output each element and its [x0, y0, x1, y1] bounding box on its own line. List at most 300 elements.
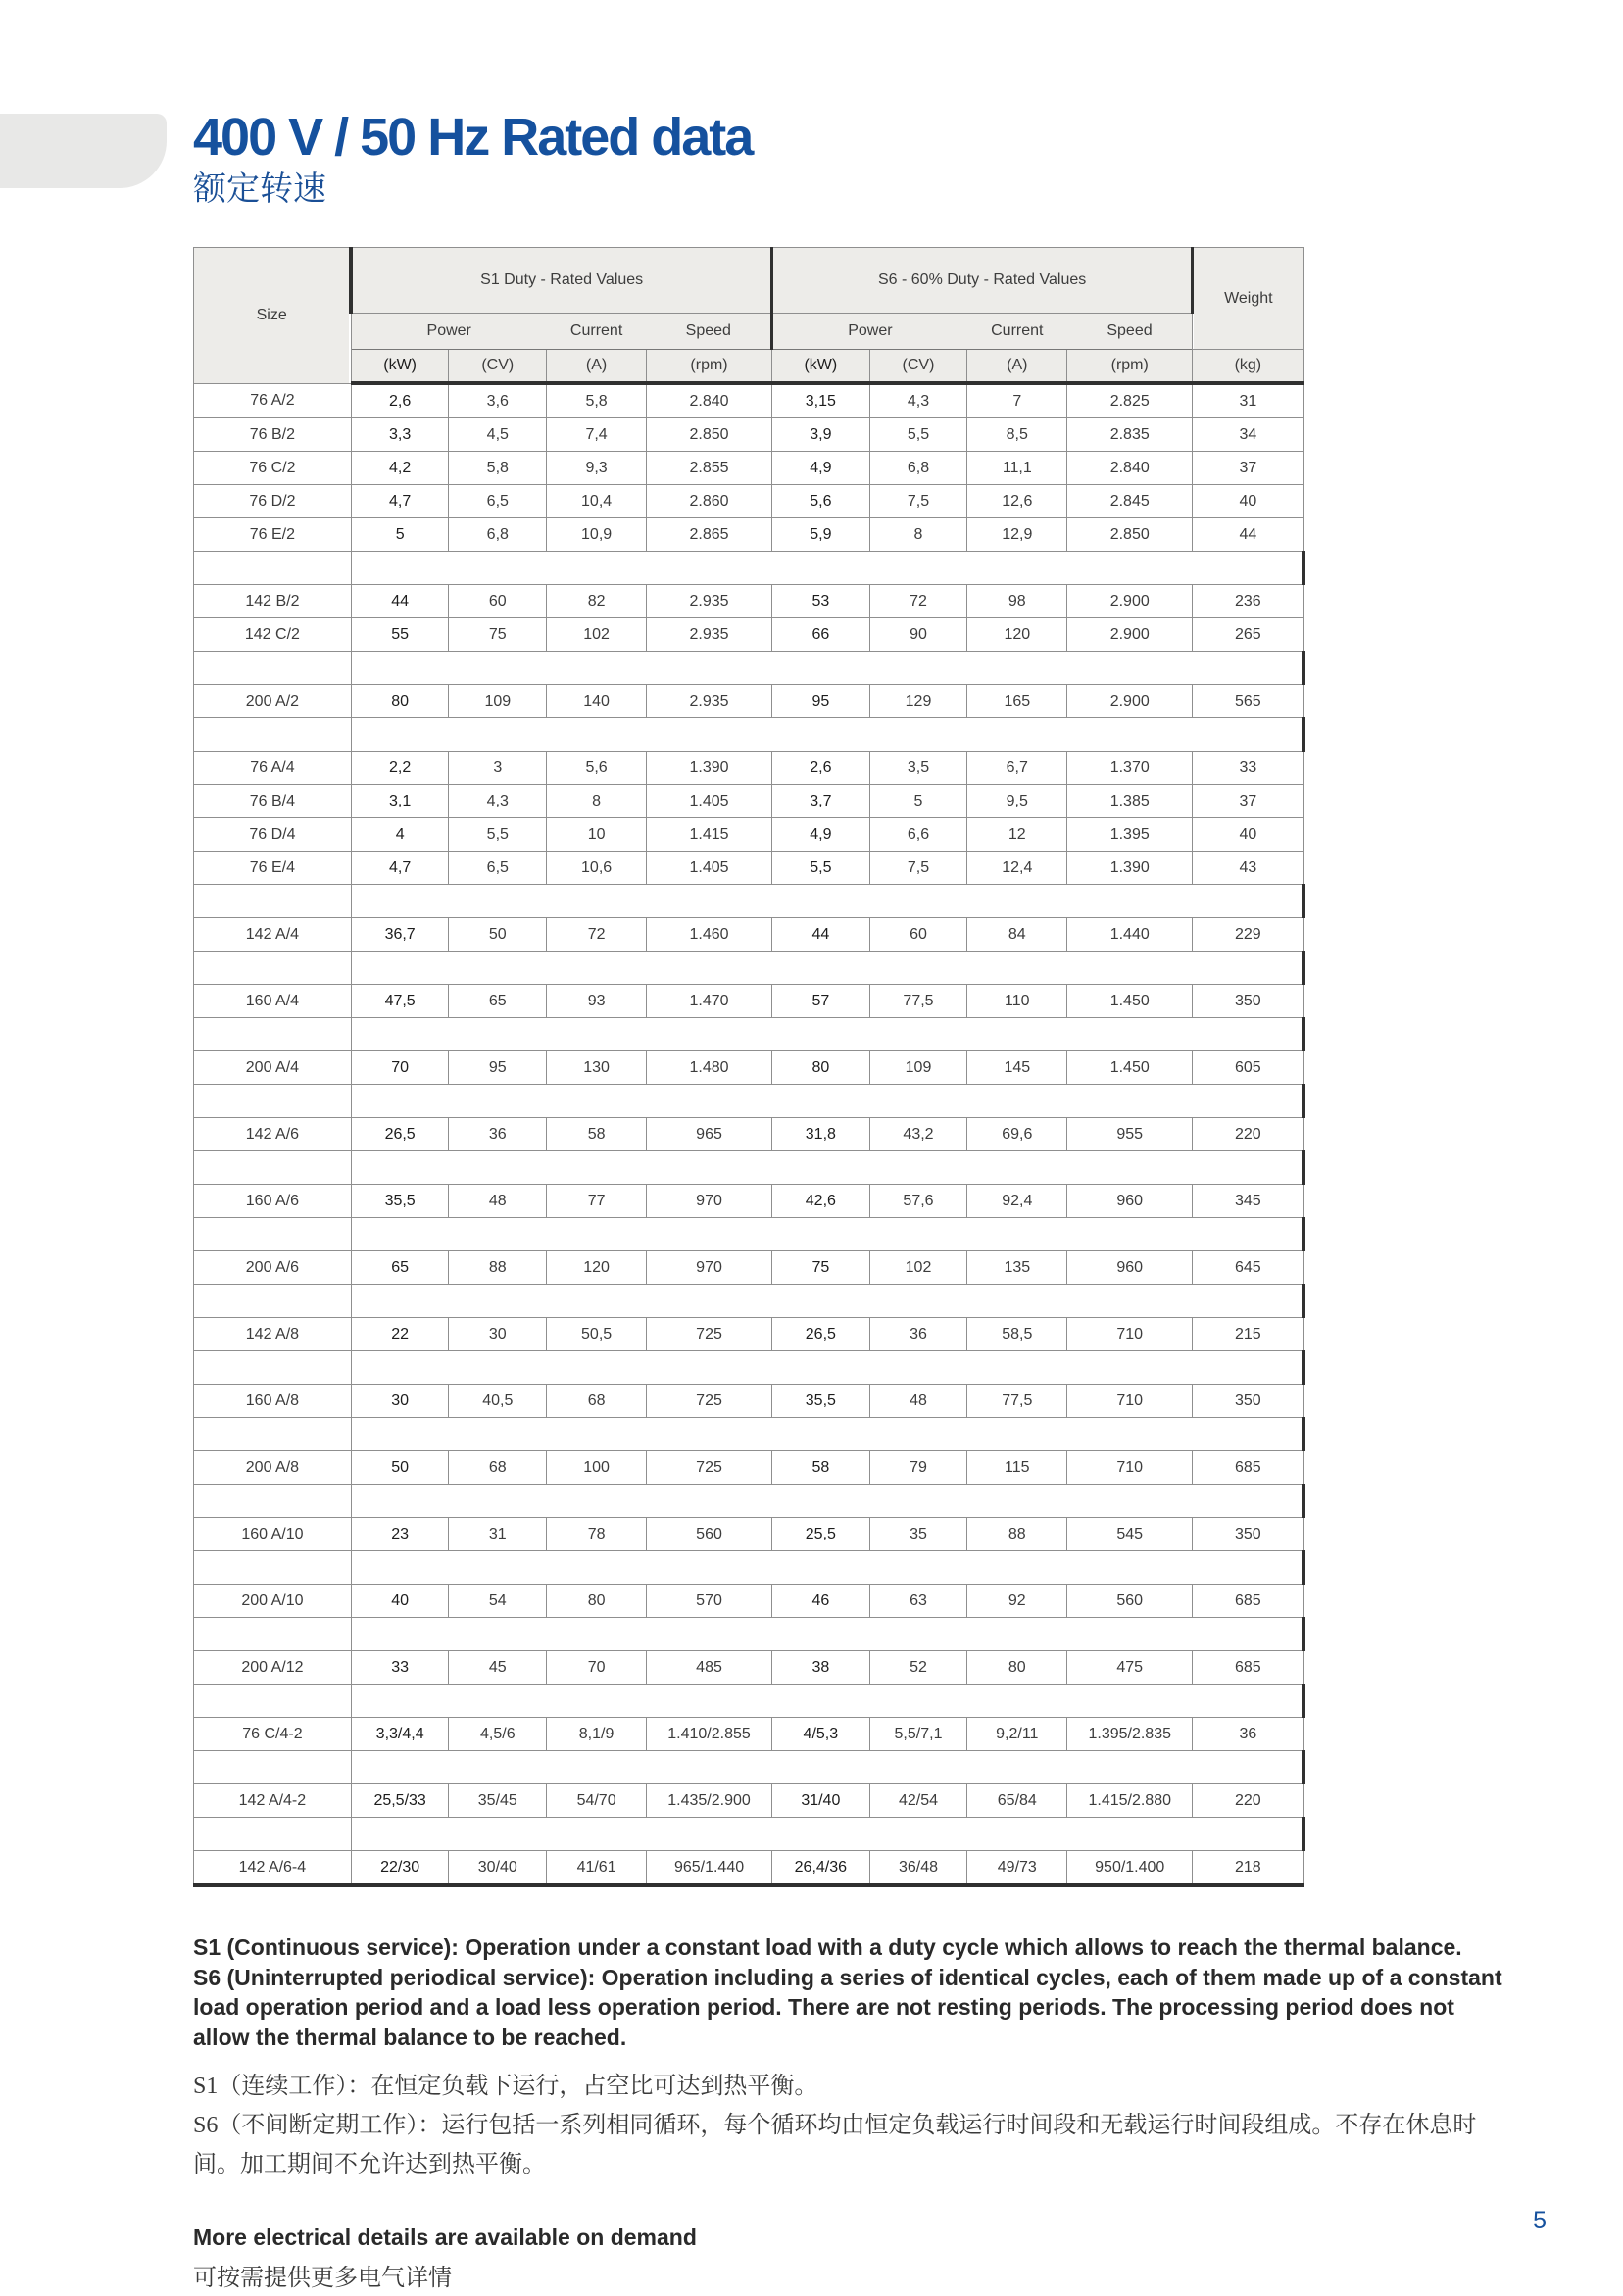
spacer-size-cell — [194, 1151, 352, 1185]
s1-cv-cell: 40,5 — [449, 1385, 547, 1418]
table-row — [194, 818, 1304, 852]
s1-rpm-cell: 1.390 — [647, 752, 772, 785]
s1-cv-cell: 36 — [449, 1118, 547, 1151]
header-quantity-row — [194, 314, 1304, 350]
size-cell: 76 B/2 — [194, 418, 352, 452]
s6-rpm-cell: 960 — [1067, 1185, 1193, 1218]
header-s6-unit-rpm: (rpm) — [1067, 350, 1193, 384]
s6-cv-cell: 4,3 — [869, 383, 967, 418]
s1-a-cell: 68 — [547, 1385, 647, 1418]
s6-a-cell: 80 — [967, 1651, 1067, 1685]
s6-kw-cell: 53 — [772, 585, 870, 618]
s6-cv-cell: 35 — [869, 1518, 967, 1551]
s1-cv-cell: 35/45 — [449, 1784, 547, 1818]
s6-kw-cell: 25,5 — [772, 1518, 870, 1551]
s6-rpm-cell: 1.440 — [1067, 918, 1193, 952]
s6-a-cell: 84 — [967, 918, 1067, 952]
s6-kw-cell: 44 — [772, 918, 870, 952]
s6-kw-cell: 95 — [772, 685, 870, 718]
s1-a-cell: 10,9 — [547, 518, 647, 552]
table-row — [194, 752, 1304, 785]
s6-rpm-cell: 2.850 — [1067, 518, 1193, 552]
page-title: 400 V / 50 Hz Rated data — [193, 108, 753, 167]
spacer-cell — [351, 1151, 1303, 1185]
spacer-cell — [351, 952, 1303, 985]
size-cell: 200 A/12 — [194, 1651, 352, 1685]
s6-a-cell: 65/84 — [967, 1784, 1067, 1818]
spacer-size-cell — [194, 1485, 352, 1518]
table-row — [194, 1251, 1304, 1285]
s6-cv-cell: 3,5 — [869, 752, 967, 785]
table-row — [194, 785, 1304, 818]
size-cell: 76 C/4-2 — [194, 1718, 352, 1751]
s1-kw-cell: 23 — [351, 1518, 449, 1551]
s6-kw-cell: 75 — [772, 1251, 870, 1285]
weight-cell: 218 — [1193, 1851, 1303, 1886]
s1-cv-cell: 31 — [449, 1518, 547, 1551]
s6-cv-cell: 6,8 — [869, 452, 967, 485]
s1-a-cell: 5,6 — [547, 752, 647, 785]
s1-cv-cell: 3 — [449, 752, 547, 785]
spacer-size-cell — [194, 718, 352, 752]
size-cell: 160 A/10 — [194, 1518, 352, 1551]
spacer-cell — [351, 1618, 1303, 1651]
s6-a-cell: 12,4 — [967, 852, 1067, 885]
s1-cv-cell: 6,5 — [449, 485, 547, 518]
size-cell: 76 A/2 — [194, 383, 352, 418]
weight-cell: 37 — [1193, 785, 1303, 818]
s6-a-cell: 77,5 — [967, 1385, 1067, 1418]
s6-rpm-cell: 1.395 — [1067, 818, 1193, 852]
s1-rpm-cell: 725 — [647, 1385, 772, 1418]
more-details-en: More electrical details are available on demand — [193, 2224, 697, 2251]
s6-cv-cell: 36 — [869, 1318, 967, 1351]
table-row — [194, 1385, 1304, 1418]
service-notes-en — [193, 1932, 1504, 2052]
weight-cell: 565 — [1193, 685, 1303, 718]
header-s1-unit-kw: (kW) — [351, 350, 449, 384]
s1-kw-cell: 70 — [351, 1051, 449, 1085]
size-cell: 160 A/6 — [194, 1185, 352, 1218]
s1-cv-cell: 88 — [449, 1251, 547, 1285]
s6-rpm-cell: 1.385 — [1067, 785, 1193, 818]
spacer-size-cell — [194, 1285, 352, 1318]
header-s6-unit-cv: (CV) — [869, 350, 967, 384]
s6-rpm-cell: 950/1.400 — [1067, 1851, 1193, 1886]
s6-rpm-cell: 1.450 — [1067, 1051, 1193, 1085]
header-s1-unit-a: (A) — [547, 350, 647, 384]
table-spacer-row — [194, 1218, 1304, 1251]
header-s1-speed: Speed — [647, 314, 772, 350]
s1-rpm-cell: 1.415 — [647, 818, 772, 852]
s1-rpm-cell: 2.855 — [647, 452, 772, 485]
s6-kw-cell: 3,15 — [772, 383, 870, 418]
s6-rpm-cell: 560 — [1067, 1585, 1193, 1618]
s1-cv-cell: 109 — [449, 685, 547, 718]
s1-kw-cell: 47,5 — [351, 985, 449, 1018]
weight-cell: 685 — [1193, 1651, 1303, 1685]
table-spacer-row — [194, 652, 1304, 685]
table-spacer-row — [194, 952, 1304, 985]
s1-kw-cell: 3,1 — [351, 785, 449, 818]
s1-cv-cell: 65 — [449, 985, 547, 1018]
note-s6-zh: S6（不间断定期工作）：运行包括一系列相同循环，每个循环均由恒定负载运行时间段和无载运行时间段组成。不存在休息时间。加工期间不允许达到热平衡。 — [193, 2112, 1477, 2177]
header-size: Size — [194, 248, 352, 384]
s6-cv-cell: 102 — [869, 1251, 967, 1285]
table-row — [194, 1784, 1304, 1818]
spacer-cell — [351, 1418, 1303, 1451]
s1-rpm-cell: 2.935 — [647, 585, 772, 618]
s1-a-cell: 82 — [547, 585, 647, 618]
s6-kw-cell: 58 — [772, 1451, 870, 1485]
header-s1-unit-rpm: (rpm) — [647, 350, 772, 384]
s1-a-cell: 10 — [547, 818, 647, 852]
weight-cell: 645 — [1193, 1251, 1303, 1285]
s1-a-cell: 78 — [547, 1518, 647, 1551]
weight-cell: 236 — [1193, 585, 1303, 618]
weight-cell: 350 — [1193, 1518, 1303, 1551]
s6-cv-cell: 63 — [869, 1585, 967, 1618]
s1-cv-cell: 60 — [449, 585, 547, 618]
s1-a-cell: 130 — [547, 1051, 647, 1085]
weight-cell: 229 — [1193, 918, 1303, 952]
s6-rpm-cell: 2.845 — [1067, 485, 1193, 518]
s1-rpm-cell: 725 — [647, 1451, 772, 1485]
s1-a-cell: 77 — [547, 1185, 647, 1218]
s6-kw-cell: 3,9 — [772, 418, 870, 452]
header-unit-kg: (kg) — [1193, 350, 1303, 384]
spacer-size-cell — [194, 1551, 352, 1585]
s1-a-cell: 41/61 — [547, 1851, 647, 1886]
s6-a-cell: 88 — [967, 1518, 1067, 1551]
s1-cv-cell: 4,3 — [449, 785, 547, 818]
s6-cv-cell: 6,6 — [869, 818, 967, 852]
s1-a-cell: 58 — [547, 1118, 647, 1151]
s1-rpm-cell: 2.840 — [647, 383, 772, 418]
s6-cv-cell: 48 — [869, 1385, 967, 1418]
s1-rpm-cell: 965/1.440 — [647, 1851, 772, 1886]
s6-cv-cell: 72 — [869, 585, 967, 618]
s6-rpm-cell: 1.415/2.880 — [1067, 1784, 1193, 1818]
s1-kw-cell: 25,5/33 — [351, 1784, 449, 1818]
s1-kw-cell: 30 — [351, 1385, 449, 1418]
header-weight: Weight — [1193, 248, 1303, 350]
size-cell: 142 B/2 — [194, 585, 352, 618]
s6-a-cell: 98 — [967, 585, 1067, 618]
s6-rpm-cell: 2.900 — [1067, 685, 1193, 718]
table-row — [194, 618, 1304, 652]
s6-rpm-cell: 2.825 — [1067, 383, 1193, 418]
size-cell: 142 A/4-2 — [194, 1784, 352, 1818]
s6-rpm-cell: 545 — [1067, 1518, 1193, 1551]
s1-cv-cell: 3,6 — [449, 383, 547, 418]
spacer-cell — [351, 718, 1303, 752]
s1-kw-cell: 22 — [351, 1318, 449, 1351]
s6-kw-cell: 35,5 — [772, 1385, 870, 1418]
size-cell: 76 C/2 — [194, 452, 352, 485]
s6-cv-cell: 7,5 — [869, 852, 967, 885]
size-cell: 76 B/4 — [194, 785, 352, 818]
s1-cv-cell: 54 — [449, 1585, 547, 1618]
spacer-size-cell — [194, 1418, 352, 1451]
size-cell: 76 E/4 — [194, 852, 352, 885]
s6-cv-cell: 90 — [869, 618, 967, 652]
size-cell: 160 A/4 — [194, 985, 352, 1018]
weight-cell: 37 — [1193, 452, 1303, 485]
s6-kw-cell: 26,5 — [772, 1318, 870, 1351]
corner-tab-decoration — [0, 114, 167, 188]
size-cell: 200 A/2 — [194, 685, 352, 718]
s6-kw-cell: 80 — [772, 1051, 870, 1085]
s1-a-cell: 10,6 — [547, 852, 647, 885]
s6-a-cell: 12 — [967, 818, 1067, 852]
table-spacer-row — [194, 1551, 1304, 1585]
s1-rpm-cell: 725 — [647, 1318, 772, 1351]
s1-rpm-cell: 1.405 — [647, 852, 772, 885]
table-spacer-row — [194, 1351, 1304, 1385]
header-units-row — [194, 350, 1304, 384]
size-cell: 142 C/2 — [194, 618, 352, 652]
s1-rpm-cell: 2.935 — [647, 685, 772, 718]
note-s6-en: S6 (Uninterrupted periodical service): Operation including a series of identical cycles, each of them made up of a constant load operation period and a load less operation period. There are not resting periods. The processing period does not allow the thermal balance to be reached. — [193, 1964, 1502, 2050]
table-row — [194, 1718, 1304, 1751]
size-cell: 76 E/2 — [194, 518, 352, 552]
size-cell: 200 A/4 — [194, 1051, 352, 1085]
header-s1-current: Current — [547, 314, 647, 350]
size-cell: 200 A/6 — [194, 1251, 352, 1285]
weight-cell: 31 — [1193, 383, 1303, 418]
spacer-size-cell — [194, 1218, 352, 1251]
s1-a-cell: 120 — [547, 1251, 647, 1285]
spacer-size-cell — [194, 1685, 352, 1718]
s1-rpm-cell: 2.860 — [647, 485, 772, 518]
s6-cv-cell: 5,5 — [869, 418, 967, 452]
size-cell: 142 A/6 — [194, 1118, 352, 1151]
s6-rpm-cell: 2.900 — [1067, 585, 1193, 618]
s6-a-cell: 49/73 — [967, 1851, 1067, 1886]
s6-cv-cell: 60 — [869, 918, 967, 952]
s6-a-cell: 135 — [967, 1251, 1067, 1285]
s1-cv-cell: 5,5 — [449, 818, 547, 852]
spacer-cell — [351, 1818, 1303, 1851]
s6-kw-cell: 38 — [772, 1651, 870, 1685]
s6-a-cell: 12,6 — [967, 485, 1067, 518]
s1-rpm-cell: 1.460 — [647, 918, 772, 952]
weight-cell: 350 — [1193, 1385, 1303, 1418]
table-row — [194, 1051, 1304, 1085]
s1-kw-cell: 3,3/4,4 — [351, 1718, 449, 1751]
s6-a-cell: 92 — [967, 1585, 1067, 1618]
s1-cv-cell: 6,5 — [449, 852, 547, 885]
weight-cell: 215 — [1193, 1318, 1303, 1351]
size-cell: 142 A/8 — [194, 1318, 352, 1351]
s6-kw-cell: 5,9 — [772, 518, 870, 552]
s6-a-cell: 11,1 — [967, 452, 1067, 485]
spacer-size-cell — [194, 1618, 352, 1651]
s6-rpm-cell: 710 — [1067, 1451, 1193, 1485]
s6-rpm-cell: 2.835 — [1067, 418, 1193, 452]
s1-kw-cell: 33 — [351, 1651, 449, 1685]
spacer-size-cell — [194, 1818, 352, 1851]
weight-cell: 350 — [1193, 985, 1303, 1018]
weight-cell: 685 — [1193, 1585, 1303, 1618]
header-group-row — [194, 248, 1304, 314]
note-s1-zh: S1（连续工作）：在恒定负载下运行，占空比可达到热平衡。 — [193, 2074, 818, 2100]
table-row — [194, 518, 1304, 552]
s1-kw-cell: 26,5 — [351, 1118, 449, 1151]
s6-rpm-cell: 1.450 — [1067, 985, 1193, 1018]
s6-a-cell: 110 — [967, 985, 1067, 1018]
header-s6-current: Current — [967, 314, 1067, 350]
header-s1-power: Power — [351, 314, 546, 350]
s1-cv-cell: 4,5 — [449, 418, 547, 452]
s1-a-cell: 72 — [547, 918, 647, 952]
s1-rpm-cell: 970 — [647, 1185, 772, 1218]
s6-rpm-cell: 475 — [1067, 1651, 1193, 1685]
table-spacer-row — [194, 1018, 1304, 1051]
more-details-zh: 可按需提供更多电气详情 — [193, 2266, 452, 2292]
service-notes-zh — [193, 2068, 1506, 2184]
s1-kw-cell: 50 — [351, 1451, 449, 1485]
s6-a-cell: 9,5 — [967, 785, 1067, 818]
spacer-cell — [351, 1018, 1303, 1051]
s1-kw-cell: 40 — [351, 1585, 449, 1618]
s6-rpm-cell: 710 — [1067, 1318, 1193, 1351]
s6-kw-cell: 5,6 — [772, 485, 870, 518]
s6-rpm-cell: 2.900 — [1067, 618, 1193, 652]
s6-rpm-cell: 1.395/2.835 — [1067, 1718, 1193, 1751]
table-header — [194, 248, 1304, 384]
spacer-size-cell — [194, 952, 352, 985]
s1-kw-cell: 2,6 — [351, 383, 449, 418]
spacer-cell — [351, 885, 1303, 918]
s6-kw-cell: 4,9 — [772, 452, 870, 485]
s1-rpm-cell: 965 — [647, 1118, 772, 1151]
rated-data-table — [193, 247, 1305, 1887]
size-cell: 76 A/4 — [194, 752, 352, 785]
s1-kw-cell: 4,7 — [351, 852, 449, 885]
spacer-cell — [351, 552, 1303, 585]
page-content — [193, 0, 1504, 2296]
weight-cell: 345 — [1193, 1185, 1303, 1218]
s6-a-cell: 92,4 — [967, 1185, 1067, 1218]
table-row — [194, 1585, 1304, 1618]
table-spacer-row — [194, 1151, 1304, 1185]
table-row — [194, 685, 1304, 718]
weight-cell: 43 — [1193, 852, 1303, 885]
table-spacer-row — [194, 552, 1304, 585]
s1-cv-cell: 50 — [449, 918, 547, 952]
s1-kw-cell: 3,3 — [351, 418, 449, 452]
s6-a-cell: 69,6 — [967, 1118, 1067, 1151]
s6-kw-cell: 26,4/36 — [772, 1851, 870, 1886]
s6-kw-cell: 31/40 — [772, 1784, 870, 1818]
s1-a-cell: 8,1/9 — [547, 1718, 647, 1751]
table-body — [194, 383, 1304, 1885]
s6-a-cell: 115 — [967, 1451, 1067, 1485]
s6-cv-cell: 5 — [869, 785, 967, 818]
page-subtitle-zh: 额定转速 — [193, 171, 326, 208]
s1-kw-cell: 22/30 — [351, 1851, 449, 1886]
s1-kw-cell: 5 — [351, 518, 449, 552]
spacer-cell — [351, 1485, 1303, 1518]
weight-cell: 36 — [1193, 1718, 1303, 1751]
spacer-cell — [351, 1751, 1303, 1784]
s1-rpm-cell: 560 — [647, 1518, 772, 1551]
table-spacer-row — [194, 1751, 1304, 1784]
size-cell: 76 D/4 — [194, 818, 352, 852]
s1-rpm-cell: 485 — [647, 1651, 772, 1685]
s1-cv-cell: 5,8 — [449, 452, 547, 485]
s1-rpm-cell: 1.405 — [647, 785, 772, 818]
header-s6-unit-a: (A) — [967, 350, 1067, 384]
spacer-cell — [351, 1085, 1303, 1118]
table-spacer-row — [194, 1685, 1304, 1718]
s1-a-cell: 10,4 — [547, 485, 647, 518]
s6-a-cell: 7 — [967, 383, 1067, 418]
weight-cell: 40 — [1193, 818, 1303, 852]
table-row — [194, 418, 1304, 452]
s6-cv-cell: 5,5/7,1 — [869, 1718, 967, 1751]
header-s6-group: S6 - 60% Duty - Rated Values — [772, 248, 1193, 314]
s6-kw-cell: 2,6 — [772, 752, 870, 785]
s1-a-cell: 7,4 — [547, 418, 647, 452]
page-number: 5 — [1533, 2207, 1547, 2234]
s6-rpm-cell: 1.370 — [1067, 752, 1193, 785]
size-cell: 200 A/10 — [194, 1585, 352, 1618]
table-spacer-row — [194, 1418, 1304, 1451]
s1-a-cell: 54/70 — [547, 1784, 647, 1818]
s6-cv-cell: 129 — [869, 685, 967, 718]
s1-rpm-cell: 1.480 — [647, 1051, 772, 1085]
s1-a-cell: 8 — [547, 785, 647, 818]
s6-cv-cell: 7,5 — [869, 485, 967, 518]
s1-cv-cell: 30 — [449, 1318, 547, 1351]
header-s6-power: Power — [772, 314, 967, 350]
s1-cv-cell: 30/40 — [449, 1851, 547, 1886]
spacer-size-cell — [194, 652, 352, 685]
weight-cell: 220 — [1193, 1784, 1303, 1818]
s6-rpm-cell: 2.840 — [1067, 452, 1193, 485]
weight-cell: 44 — [1193, 518, 1303, 552]
table-row — [194, 1851, 1304, 1886]
spacer-cell — [351, 1551, 1303, 1585]
s6-a-cell: 120 — [967, 618, 1067, 652]
s1-rpm-cell: 1.435/2.900 — [647, 1784, 772, 1818]
s1-cv-cell: 4,5/6 — [449, 1718, 547, 1751]
s1-cv-cell: 48 — [449, 1185, 547, 1218]
s6-a-cell: 145 — [967, 1051, 1067, 1085]
s6-rpm-cell: 710 — [1067, 1385, 1193, 1418]
table-row — [194, 1451, 1304, 1485]
spacer-cell — [351, 1351, 1303, 1385]
s1-kw-cell: 35,5 — [351, 1185, 449, 1218]
s1-cv-cell: 75 — [449, 618, 547, 652]
spacer-cell — [351, 1685, 1303, 1718]
s1-rpm-cell: 970 — [647, 1251, 772, 1285]
s6-cv-cell: 79 — [869, 1451, 967, 1485]
s1-rpm-cell: 570 — [647, 1585, 772, 1618]
table-row — [194, 1318, 1304, 1351]
spacer-size-cell — [194, 1751, 352, 1784]
s6-kw-cell: 3,7 — [772, 785, 870, 818]
s6-a-cell: 58,5 — [967, 1318, 1067, 1351]
s1-a-cell: 50,5 — [547, 1318, 647, 1351]
table-row — [194, 918, 1304, 952]
table-row — [194, 1651, 1304, 1685]
weight-cell: 34 — [1193, 418, 1303, 452]
s1-cv-cell: 68 — [449, 1451, 547, 1485]
